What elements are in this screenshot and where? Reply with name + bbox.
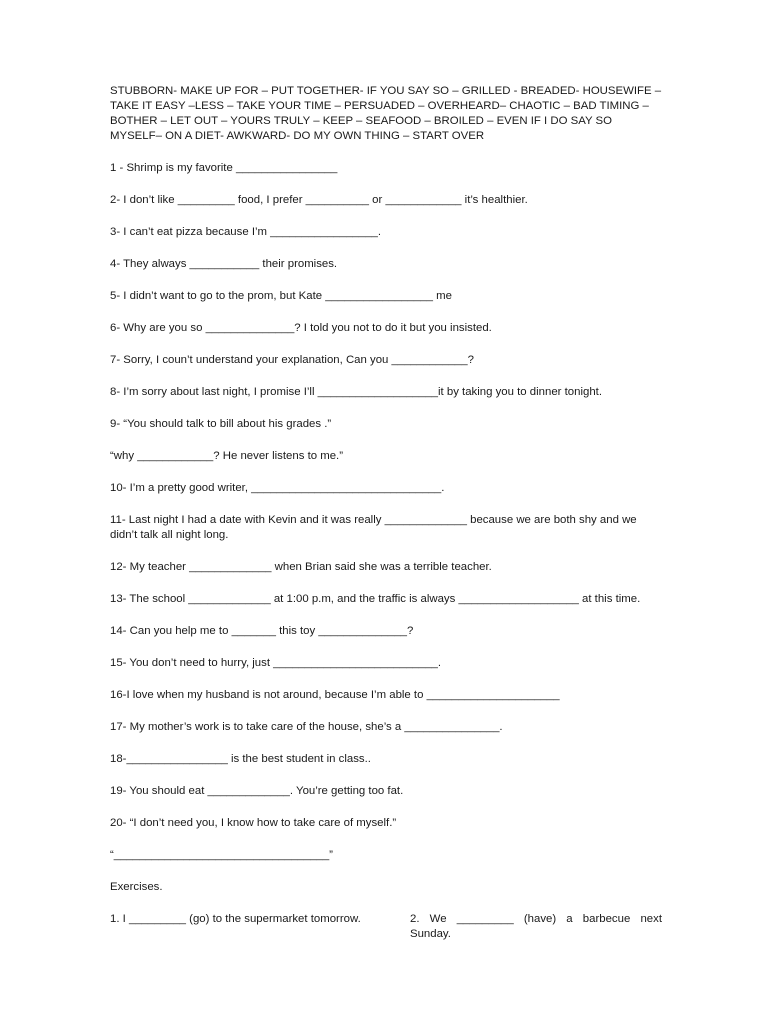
question-5: 5- I didn’t want to go to the prom, but Kate _________________ me — [110, 290, 452, 302]
question-10: 10- I’m a pretty good writer, ______________________________. — [110, 482, 445, 494]
vocabulary-list: STUBBORN- MAKE UP FOR – PUT TOGETHER- IF YOU SAY SO – GRILLED - BREADED- HOUSEWIFE –TAKE IT EASY –LESS – TAKE YOUR TIME – PERSUADED – OVERHEARD– CHAOTIC – BAD TIMING – BOTHER – LET OUT – YOURS TRULY – KEEP – SEAFOOD – BROILED – EVEN IF I DO SAY SO MYSELF– ON A DIET- AWKWARD- DO MY OWN THING – START OVER — [110, 85, 662, 142]
question-17: 17- My mother’s work is to take care of the house, she’s a _______________. — [110, 721, 503, 733]
question-15: 15- You don’t need to hurry, just __________________________. — [110, 657, 442, 669]
question-1: 1 - Shrimp is my favorite ________________ — [110, 162, 338, 174]
worksheet-content — [110, 84, 662, 942]
question-12: 12- My teacher _____________ when Brian said she was a terrible teacher. — [110, 561, 492, 573]
question-19: 19- You should eat _____________. You’re getting too fat. — [110, 785, 404, 797]
question-2: 2- I don’t like _________ food, I prefer __________ or ____________ it’s healthier. — [110, 194, 528, 206]
question-3: 3- I can’t eat pizza because I’m _________________. — [110, 226, 382, 238]
question-20-reply: “__________________________________” — [110, 849, 333, 861]
question-8: 8- I’m sorry about last night, I promise I’ll ___________________it by taking you to dinner tonight. — [110, 386, 602, 398]
question-14: 14- Can you help me to _______ this toy ______________? — [110, 625, 414, 637]
exercises-heading: Exercises. — [110, 881, 163, 893]
question-13: 13- The school _____________ at 1:00 p.m, and the traffic is always ___________________ at this time. — [110, 593, 641, 605]
question-7: 7- Sorry, I coun’t understand your explanation, Can you ____________? — [110, 354, 474, 366]
question-9: 9- “You should talk to bill about his grades .” — [110, 418, 332, 430]
question-18: 18-________________ is the best student in class.. — [110, 753, 371, 765]
question-20: 20- “I don’t need you, I know how to take care of myself.” — [110, 817, 397, 829]
question-16: 16-I love when my husband is not around, because I’m able to _____________________ — [110, 689, 560, 701]
question-9-reply: “why ____________? He never listens to me.” — [110, 450, 344, 462]
exercises-row — [110, 912, 662, 942]
exercise-1: 1. I _________ (go) to the supermarket tomorrow. — [110, 913, 361, 925]
question-4: 4- They always ___________ their promises. — [110, 258, 338, 270]
question-11: 11- Last night I had a date with Kevin and it was really _____________ because we are both shy and we didn’t talk all night long. — [110, 514, 637, 541]
exercise-2: 2. We _________ (have) a barbecue next Sunday. — [410, 913, 662, 940]
question-6: 6- Why are you so ______________? I told you not to do it but you insisted. — [110, 322, 492, 334]
